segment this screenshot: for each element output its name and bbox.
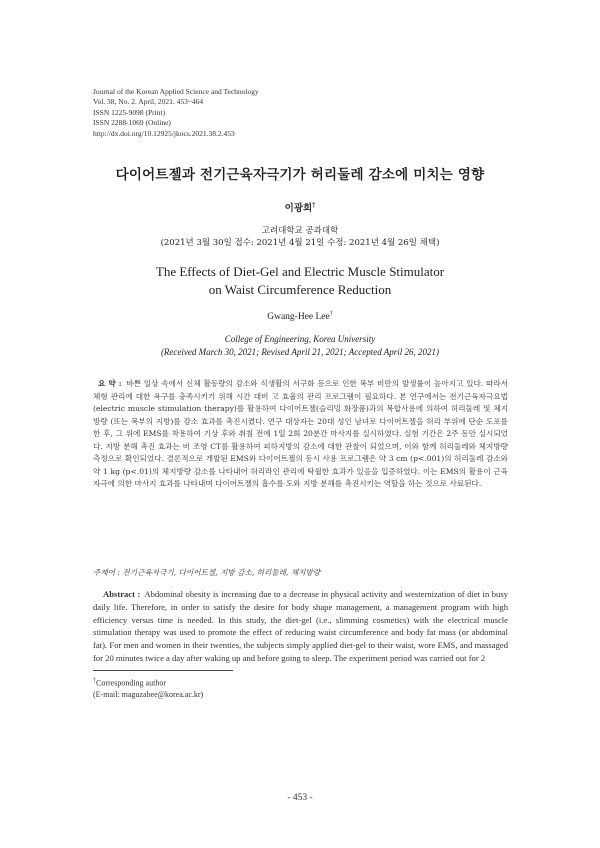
korean-abstract-label: 요 약 : <box>98 379 122 388</box>
corresponding-mark: † <box>312 201 316 209</box>
journal-volume: Vol. 38, No. 2. April, 2021. 453~464 <box>93 97 204 107</box>
english-affiliation: College of Engineering, Korea University <box>224 334 376 344</box>
english-abstract <box>93 588 508 665</box>
english-title <box>0 263 600 299</box>
corresponding-mark: † <box>329 311 333 317</box>
english-abstract-label: Abstract : <box>103 589 141 599</box>
footnote <box>93 676 203 700</box>
footnote-corresponding: Corresponding author <box>96 678 166 688</box>
journal-issn-print: ISSN 1225-9098 (Print) <box>93 107 166 117</box>
footnote-mark: † <box>93 678 96 684</box>
korean-abstract <box>93 378 508 491</box>
page-number: - 453 - <box>287 793 313 803</box>
korean-author-name: 이광희 <box>284 203 313 214</box>
journal-name: Journal of the Korean Applied Science and Technology <box>93 87 259 96</box>
journal-doi[interactable]: http://dx.doi.org/10.12925/jkocs.2021.38.2.453 <box>93 128 235 138</box>
english-author <box>0 311 600 322</box>
korean-author <box>0 200 600 214</box>
footnote-email: (E-mail: maguzabee@korea.ac.kr) <box>93 689 204 699</box>
korean-affiliation: 고려대학교 공과대학 <box>261 226 339 236</box>
journal-header <box>93 87 259 139</box>
korean-abstract-text: 바쁜 일상 속에서 신체 활동량의 감소와 식생활의 서구화 등으로 인한 복부 비만의 발생률이 높아지고 있다. 따라서 체형 관리에 대한 욕구를 충족시키기 위해 시간 대비 고 효율의 관리 프로그램이 필요하다. 본 연구에서는 전기근육자극요법 (electric muscle stimulation therapy)를 활용하여 다이어트젤(슬리밍 화장품)과의 복합사용에 의하여 허리둘레 및 체지방량 (또는 복부의 지방)를 감소 효과를 촉진시켰다. 연구 대상자는 20대 성인 남녀로 다이어트젤을 허리 부위에 단순 도포를 한 후, 그 위에 EMS를 착용하여 기상 후와 취침 전에 1일 2회 20분간 마사지를 실시하였다. 실험 기간은 2주 동안 실시되었다. 지방 분해 촉진 효과는 비 조영 CT를 활용하여 피하지방의 감소에 대한 관찰이 되었으며, 이와 함께 허리둘레와 체지방량 측정으로 확인되었다. 결론적으로 개발된 EMS와 다이어트젤의 동시 사용 프로그램은 약 3 cm (p<.001)의 허리둘레 감소와 약 1 kg (p<.01)의 체지방량 감소를 나타내어 허리라인 관리에 탁월한 효과가 있음을 입증하였다. 이는 EMS의 활용이 근육 자극에 의한 마사지 효과를 나타내며 다이어트젤의 흡수를 도와 지방 분해를 촉진시키는 역할을 하는 것으로 사료된다. <box>93 379 508 488</box>
english-title-line1: The Effects of Diet-Gel and Electric Muscle Stimulator <box>155 264 445 279</box>
english-author-name: Gwang-Hee Lee <box>267 312 330 323</box>
journal-issn-online: ISSN 2288-1069 (Online) <box>93 118 171 128</box>
english-abstract-text: Abdominal obesity is increasing due to a decrease in physical activity and westernization of diet in busy daily life. Therefore, in order to satisfy the desire for body shape management, a management program with high efficiency versus time is needed. In this study, the diet-gel (i.e., slimming cosmetics) with the electrical muscle stimulation therapy was used to promote the effect of reducing waist circumference and body fat mass (or abdominal fat). For men and women in their twenties, the subjects simply applied diet-gel to their waist, wore EMS, and massaged for 20 minutes twice a day after waking up and before going to sleep. The experiment period was carried out for 2 <box>93 589 508 663</box>
english-title-line2: on Waist Circumference Reduction <box>208 282 392 297</box>
korean-keywords: 주제어 : 전기근육자극기, 다이어트젤, 지방 감소, 허리둘레, 체지방량 <box>93 568 321 577</box>
footnote-divider <box>93 670 233 671</box>
korean-dates: (2021년 3월 30일 접수: 2021년 4월 21일 수정: 2021년 4월 26일 채택) <box>160 238 440 248</box>
korean-title: 다이어트젤과 전기근육자극기가 허리둘레 감소에 미치는 영향 <box>115 167 485 183</box>
english-dates: (Received March 30, 2021; Revised April 21, 2021; Accepted April 26, 2021) <box>160 347 440 357</box>
footnote-line1 <box>93 676 203 689</box>
